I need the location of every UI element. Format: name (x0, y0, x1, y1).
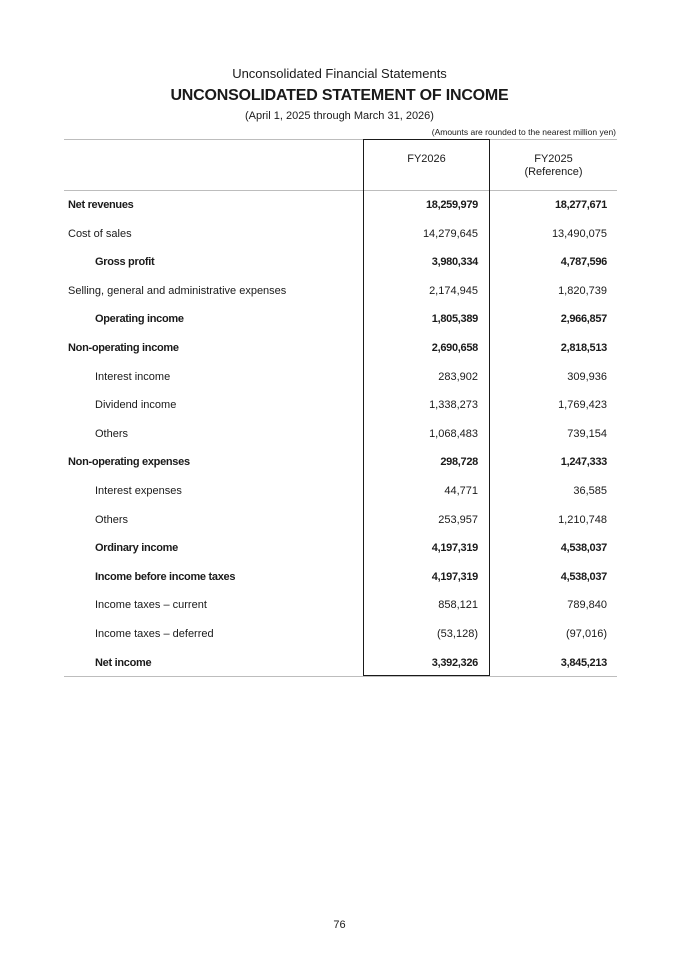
previous-year-value: 36,585 (573, 485, 607, 497)
page-number: 76 (333, 919, 346, 931)
row-label: Gross profit (95, 256, 155, 269)
previous-year-value: 309,936 (567, 370, 607, 383)
section-heading: Unconsolidated Financial Statements (232, 66, 447, 81)
current-year-value: 283,902 (438, 370, 478, 383)
previous-year-value: 18,277,671 (554, 199, 607, 211)
current-year-value: (53,128) (437, 628, 478, 640)
row-label: Selling, general and administrative expenses (68, 284, 287, 297)
table-row (64, 421, 617, 449)
table-row (64, 192, 617, 220)
previous-year-value: 1,769,423 (558, 399, 607, 412)
previous-year-value: 739,154 (567, 427, 607, 440)
previous-year-value: 13,490,075 (551, 227, 607, 240)
column-header-previous-reference: (Reference) (524, 166, 583, 178)
table-row (64, 564, 617, 592)
statement-title: UNCONSOLIDATED STATEMENT OF INCOME (170, 87, 509, 104)
current-year-value: 1,338,273 (429, 399, 478, 412)
row-label: Income taxes – deferred (95, 628, 214, 640)
table-row (64, 221, 617, 249)
table-row (64, 621, 617, 649)
previous-year-value: 4,787,596 (560, 256, 607, 269)
current-year-value: 4,197,319 (431, 570, 478, 583)
previous-year-value: 789,840 (567, 599, 607, 612)
row-label: Non-operating expenses (68, 456, 190, 469)
current-year-value: 18,259,979 (425, 199, 478, 211)
row-label: Cost of sales (68, 227, 132, 240)
row-label: Net income (95, 656, 152, 669)
row-label: Others (95, 427, 129, 440)
current-year-value: 2,174,945 (429, 284, 478, 297)
current-year-value: 3,980,334 (431, 256, 478, 269)
row-label: Interest expenses (95, 485, 182, 497)
current-year-value: 4,197,319 (431, 542, 478, 555)
current-year-value: 14,279,645 (422, 227, 478, 240)
previous-year-value: 2,818,513 (560, 342, 607, 354)
row-label: Non-operating income (68, 342, 179, 354)
previous-year-value: 1,820,739 (558, 284, 607, 297)
previous-year-value: 4,538,037 (560, 542, 607, 555)
statement-period: (April 1, 2025 through March 31, 2026) (245, 110, 434, 122)
table-row (64, 535, 617, 563)
current-year-value: 44,771 (444, 485, 478, 497)
previous-year-value: 4,538,037 (560, 570, 607, 583)
row-label: Interest income (95, 370, 171, 383)
row-label: Dividend income (95, 399, 177, 412)
table-row (64, 449, 617, 477)
current-year-value: 298,728 (440, 456, 478, 469)
previous-year-value: 3,845,213 (560, 656, 607, 669)
current-year-value: 253,957 (438, 513, 478, 526)
column-header-current: FY2026 (407, 153, 446, 165)
current-year-value: 3,392,326 (431, 656, 478, 669)
row-label: Net revenues (68, 199, 134, 211)
table-row (64, 335, 617, 363)
table-row (64, 278, 617, 306)
table-row (64, 650, 617, 678)
row-label: Income taxes – current (95, 599, 207, 612)
previous-year-value: 1,247,333 (560, 456, 607, 469)
current-year-value: 1,068,483 (429, 427, 478, 440)
table-row (64, 306, 617, 334)
table-row (64, 478, 617, 506)
amounts-note: (Amounts are rounded to the nearest million yen) (431, 127, 616, 137)
table-row (64, 364, 617, 392)
row-label: Others (95, 513, 129, 526)
table-row (64, 507, 617, 535)
previous-year-value: (97,016) (566, 628, 607, 640)
table-row (64, 592, 617, 620)
current-year-value: 1,805,389 (431, 313, 478, 326)
table-row (64, 392, 617, 420)
row-label: Income before income taxes (95, 570, 236, 583)
table-row (64, 249, 617, 277)
current-year-value: 2,690,658 (431, 342, 478, 354)
row-label: Operating income (95, 313, 184, 326)
previous-year-value: 1,210,748 (558, 513, 607, 526)
current-year-value: 858,121 (438, 599, 478, 612)
previous-year-value: 2,966,857 (560, 313, 607, 326)
header-bottom-rule (64, 190, 617, 191)
column-header-previous (490, 153, 617, 179)
table-top-rule (64, 139, 617, 140)
row-label: Ordinary income (95, 542, 178, 555)
column-header-previous-year: FY2025 (534, 153, 573, 165)
